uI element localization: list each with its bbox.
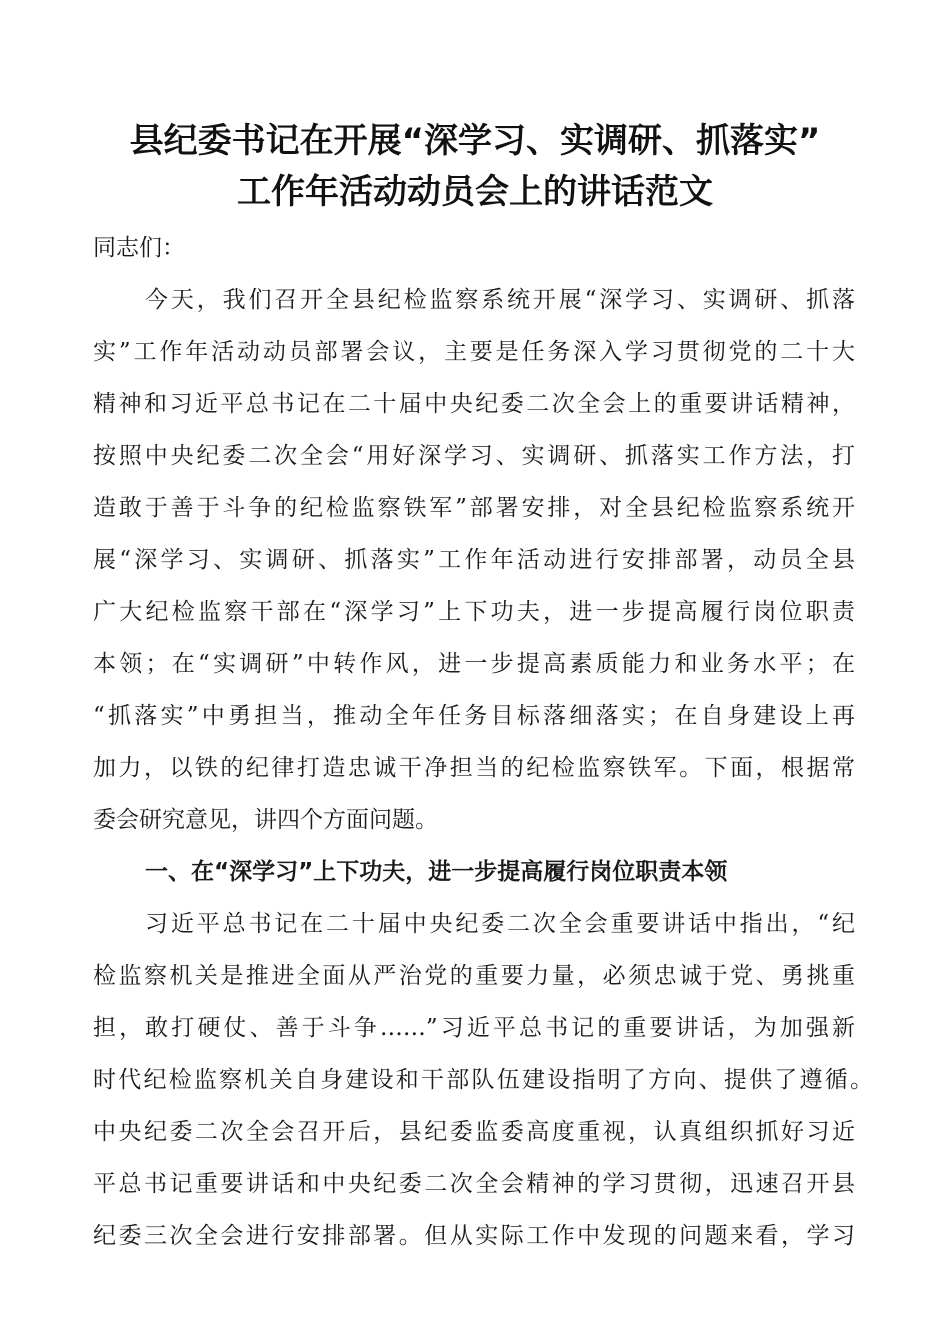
paragraph-1-line: “抓落实”中勇担当，推动全年任务目标落细落实；在自身建设上再	[93, 703, 855, 729]
document-title-line-1: 县纪委书记在开展“深学习、实调研、抓落实”	[129, 121, 821, 161]
paragraph-1-line: 加力，以铁的纪律打造忠诚干净担当的纪检监察铁军。下面，根据常	[93, 755, 855, 781]
paragraph-2-line: 时代纪检监察机关自身建设和干部队伍建设指明了方向、提供了遵循。	[93, 1067, 873, 1093]
paragraph-1-line: 实”工作年活动动员部署会议，主要是任务深入学习贯彻党的二十大	[93, 339, 855, 365]
paragraph-2-line: 担，敢打硬仗、善于斗争……”习近平总书记的重要讲话，为加强新	[93, 1015, 855, 1041]
document-title-line-2: 工作年活动动员会上的讲话范文	[237, 172, 713, 212]
section-heading-1: 一、在“深学习”上下功夫，进一步提高履行岗位职责本领	[145, 859, 728, 885]
paragraph-1-line: 本领；在“实调研”中转作风，进一步提高素质能力和业务水平；在	[93, 651, 855, 677]
paragraph-1-line: 委会研究意见，讲四个方面问题。	[93, 807, 438, 833]
paragraph-1-line: 造敢于善于斗争的纪检监察铁军”部署安排，对全县纪检监察系统开	[93, 495, 855, 521]
paragraph-2-line: 习近平总书记在二十届中央纪委二次全会重要讲话中指出，“纪	[145, 911, 855, 937]
salutation: 同志们：	[93, 235, 185, 261]
paragraph-2-line: 平总书记重要讲话和中央纪委二次全会精神的学习贯彻，迅速召开县	[93, 1171, 855, 1197]
paragraph-2-line: 中央纪委二次全会召开后，县纪委监委高度重视，认真组织抓好习近	[93, 1119, 855, 1145]
paragraph-1-line: 今天，我们召开全县纪检监察系统开展“深学习、实调研、抓落	[145, 287, 855, 313]
paragraph-2-line: 检监察机关是推进全面从严治党的重要力量，必须忠诚于党、勇挑重	[93, 963, 855, 989]
paragraph-2-line: 纪委三次全会进行安排部署。但从实际工作中发现的问题来看，学习	[93, 1223, 855, 1249]
paragraph-1-line: 展“深学习、实调研、抓落实”工作年活动进行安排部署，动员全县	[93, 547, 855, 573]
paragraph-1-line: 广大纪检监察干部在“深学习”上下功夫，进一步提高履行岗位职责	[93, 599, 855, 625]
paragraph-1-line: 按照中央纪委二次全会“用好深学习、实调研、抓落实工作方法，打	[93, 443, 855, 469]
paragraph-1-line: 精神和习近平总书记在二十届中央纪委二次全会上的重要讲话精神，	[93, 391, 855, 417]
